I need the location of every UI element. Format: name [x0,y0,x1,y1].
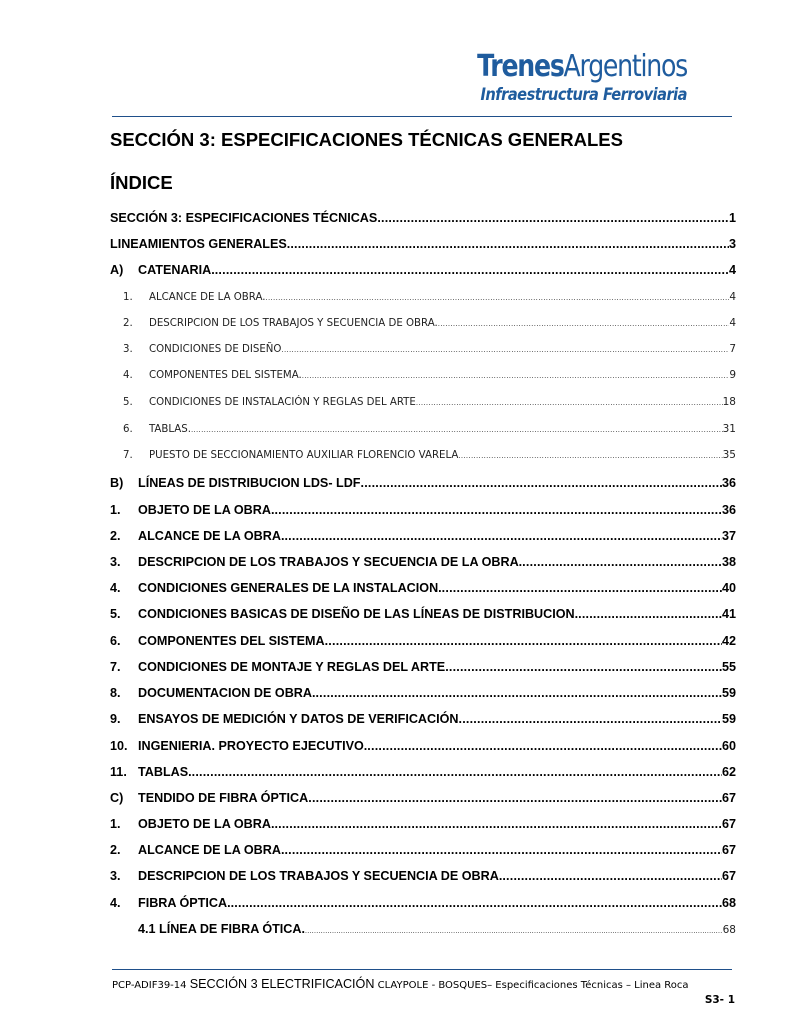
toc-entry[interactable] [110,581,736,595]
toc-entry-text: LÍNEAS DE DISTRIBUCION LDS- LDF [138,476,361,490]
toc-entry-page: 59 [721,686,736,700]
toc-entry-number: 2. [110,843,121,857]
toc-entry[interactable] [110,607,736,621]
toc-entry-text: ALCANCE DE LA OBRA. [138,529,285,543]
toc-entry-text: INGENIERIA. PROYECTO EJECUTIVO. [138,739,368,753]
toc-leader [215,263,729,277]
toc-leader [459,712,722,726]
toc-entry-number: 10. [110,739,128,753]
toc-entry-number: 5. [123,397,133,408]
toc-entry-number: 3. [110,555,121,569]
toc-entry-page: 67 [721,791,736,805]
toc-entry-number: 9. [110,712,121,726]
header-divider [112,116,732,117]
toc-entry-number: B) [110,476,124,490]
toc-leader [284,843,722,857]
toc-entry-text: COMPONENTES DEL SISTEMA [138,634,325,648]
footer-section: SECCIÓN 3 ELECTRIFICACIÓN [189,977,375,991]
toc-entry-number: 2. [123,318,133,329]
logo-subtitle: Infraestructura Ferroviaria [480,85,687,105]
toc-entry-page: 36 [721,476,736,490]
toc-entry-page: 68 [721,896,736,910]
toc-entry-page: 60 [721,739,736,753]
toc-entry[interactable] [110,660,736,674]
toc-entry-page: 40 [721,581,736,595]
toc-entry-text: SECCIÓN 3: ESPECIFICACIONES TÉCNICAS [110,211,378,225]
index-heading: ÍNDICE [110,172,173,193]
toc-entry-page: 35 [722,449,736,461]
toc-entry-page: 31 [722,423,736,435]
toc-entry-page: 4 [728,263,736,277]
toc-entry-page: 4 [729,317,736,329]
toc-entry-number: 6. [110,634,121,648]
toc-entry-text: PUESTO DE SECCIONAMIENTO AUXILIAR FLORENCIO VARELA [149,450,459,461]
toc-leader [578,607,722,621]
logo-brand [435,50,687,84]
toc-entry-page: 41 [721,607,736,621]
toc-entry-text: ALCANCE DE LA OBRA. [138,843,285,857]
toc-entry-page: 59 [721,712,736,726]
toc-leader [265,294,729,302]
footer-description: CLAYPOLE - BOSQUES– Especificaciones Técnicas – Linea Roca [377,980,689,991]
toc-entry-text: DESCRIPCION DE LOS TRABAJOS Y SECUENCIA DE OBRA. [138,869,503,883]
logo-brand-light: Argentinos [563,49,687,84]
toc-leader [522,555,722,569]
toc-entry-page: 18 [722,396,736,408]
toc-leader [325,634,722,648]
toc-leader [377,211,729,225]
toc-entry-number: 4. [110,896,121,910]
toc-entry-number: C) [110,791,124,805]
toc-entry-text: DESCRIPCION DE LOS TRABAJOS Y SECUENCIA DE OBRA. [149,318,438,329]
toc-entry-page: 36 [721,503,736,517]
footer-divider [112,969,732,970]
toc-entry-page: 68 [722,924,736,936]
toc-entry-text: CONDICIONES DE INSTALACIÓN Y REGLAS DEL ARTE [149,397,416,408]
toc-leader [438,320,730,328]
toc-entry-number: 7. [123,450,133,461]
toc-entry-number: 6. [123,424,133,435]
toc-entry-number: 2. [110,529,121,543]
toc-entry[interactable] [110,922,736,936]
toc-entry-text: 4.1 LÍNEA DE FIBRA ÓTICA. [138,922,305,936]
page-number: S3- 1 [704,994,735,1006]
toc-entry[interactable] [110,343,736,355]
toc-leader [191,426,723,434]
toc-leader [458,452,722,460]
toc-entry-text: LINEAMIENTOS GENERALES. [110,237,291,251]
toc-entry[interactable] [110,555,736,569]
toc-entry-text: CONDICIONES DE DISEÑO [149,344,282,355]
toc-entry-page: 55 [721,660,736,674]
page-title: SECCIÓN 3: ESPECIFICACIONES TÉCNICAS GENERALES [110,129,623,150]
toc-entry[interactable] [110,263,736,277]
toc-leader [442,581,722,595]
toc-leader [284,529,722,543]
toc-entry-number: 7. [110,660,121,674]
toc-entry-number: 4. [110,581,121,595]
toc-entry-text: ENSAYOS DE MEDICIÓN Y DATOS DE VERIFICACIÓN [138,712,459,726]
toc-leader [231,896,722,910]
toc-leader [445,660,722,674]
footer-code: PCP-ADIF39-14 [112,980,187,991]
toc-entry-page: 67 [721,817,736,831]
toc-entry-text: TABLAS. [149,424,191,435]
toc-entry-text: COMPONENTES DEL SISTEMA. [149,370,302,381]
toc-entry-page: 4 [729,291,736,303]
toc-entry[interactable] [110,503,736,517]
toc-entry-text: CONDICIONES BASICAS DE DISEÑO DE LAS LÍNEAS DE DISTRIBUCION. [138,607,579,621]
toc-entry-number: A) [110,263,124,277]
toc-entry[interactable] [110,712,736,726]
toc-entry[interactable] [110,817,736,831]
toc-entry-number: 1. [110,817,121,831]
toc-leader [192,765,722,779]
toc-entry-text: TABLAS. [138,765,192,779]
toc-entry-text: OBJETO DE LA OBRA. [138,503,275,517]
toc-entry-text: CONDICIONES DE MONTAJE Y REGLAS DEL ARTE [138,660,446,674]
toc-entry-number: 11. [110,765,127,779]
toc-entry[interactable] [110,449,736,461]
toc-leader [361,476,722,490]
toc-entry-page: 62 [721,765,736,779]
toc-entry-page: 67 [721,869,736,883]
toc-entry-text: OBJETO DE LA OBRA. [138,817,275,831]
toc-leader [416,399,723,407]
toc-entry[interactable] [110,739,736,753]
toc-leader [502,869,722,883]
toc-leader [305,928,723,935]
toc-entry[interactable] [110,317,736,329]
toc-entry[interactable] [110,529,736,543]
toc-entry-text: FIBRA ÓPTICA. [138,896,231,910]
toc-entry-number: 8. [110,686,121,700]
toc-leader [274,817,722,831]
toc-entry[interactable] [110,291,736,303]
toc-entry-page: 1 [728,211,736,225]
toc-leader [281,346,729,354]
toc-entry[interactable] [110,791,736,805]
toc-entry-number: 4. [123,370,133,381]
toc-entry[interactable] [110,765,736,779]
toc-entry[interactable] [110,211,736,225]
toc-entry-number: 5. [110,607,121,621]
toc-leader [367,739,722,753]
toc-entry-number: 1. [110,503,121,517]
toc-entry[interactable] [110,237,736,251]
toc-entry-page: 37 [721,529,736,543]
toc-entry[interactable] [110,634,736,648]
toc-entry-number: 3. [110,869,121,883]
toc-leader [290,237,729,251]
toc-entry-page: 3 [728,237,736,251]
toc-entry-page: 7 [729,343,736,355]
toc-entry-text: ALCANCE DE LA OBRA. [149,292,266,303]
toc-entry[interactable] [110,369,736,381]
toc-entry[interactable] [110,396,736,408]
logo-brand-bold: Trenes [477,49,564,84]
toc-entry-text: DESCRIPCION DE LOS TRABAJOS Y SECUENCIA DE LA OBRA. [138,555,523,569]
toc-entry-page: 38 [721,555,736,569]
toc-entry-page: 67 [721,843,736,857]
toc-entry-text: CONDICIONES GENERALES DE LA INSTALACION. [138,581,442,595]
toc-entry-text: TENDIDO DE FIBRA ÓPTICA [138,791,309,805]
toc-leader [315,686,722,700]
toc-entry-number: 1. [123,292,133,303]
toc-entry-page: 42 [721,634,736,648]
toc-leader [302,372,730,380]
logo [387,50,687,106]
toc-entry-number: 3. [123,344,133,355]
toc-entry[interactable] [110,423,736,435]
toc-entry[interactable] [110,686,736,700]
footer [112,977,736,991]
toc-entry[interactable] [110,869,736,883]
toc-leader [274,503,722,517]
toc-leader [308,791,722,805]
toc-entry[interactable] [110,843,736,857]
toc-entry-text: DOCUMENTACION DE OBRA. [138,686,316,700]
toc-entry[interactable] [110,476,736,490]
toc-entry[interactable] [110,896,736,910]
toc-entry-text: CATENARIA. [138,263,215,277]
toc-entry-page: 9 [729,369,736,381]
